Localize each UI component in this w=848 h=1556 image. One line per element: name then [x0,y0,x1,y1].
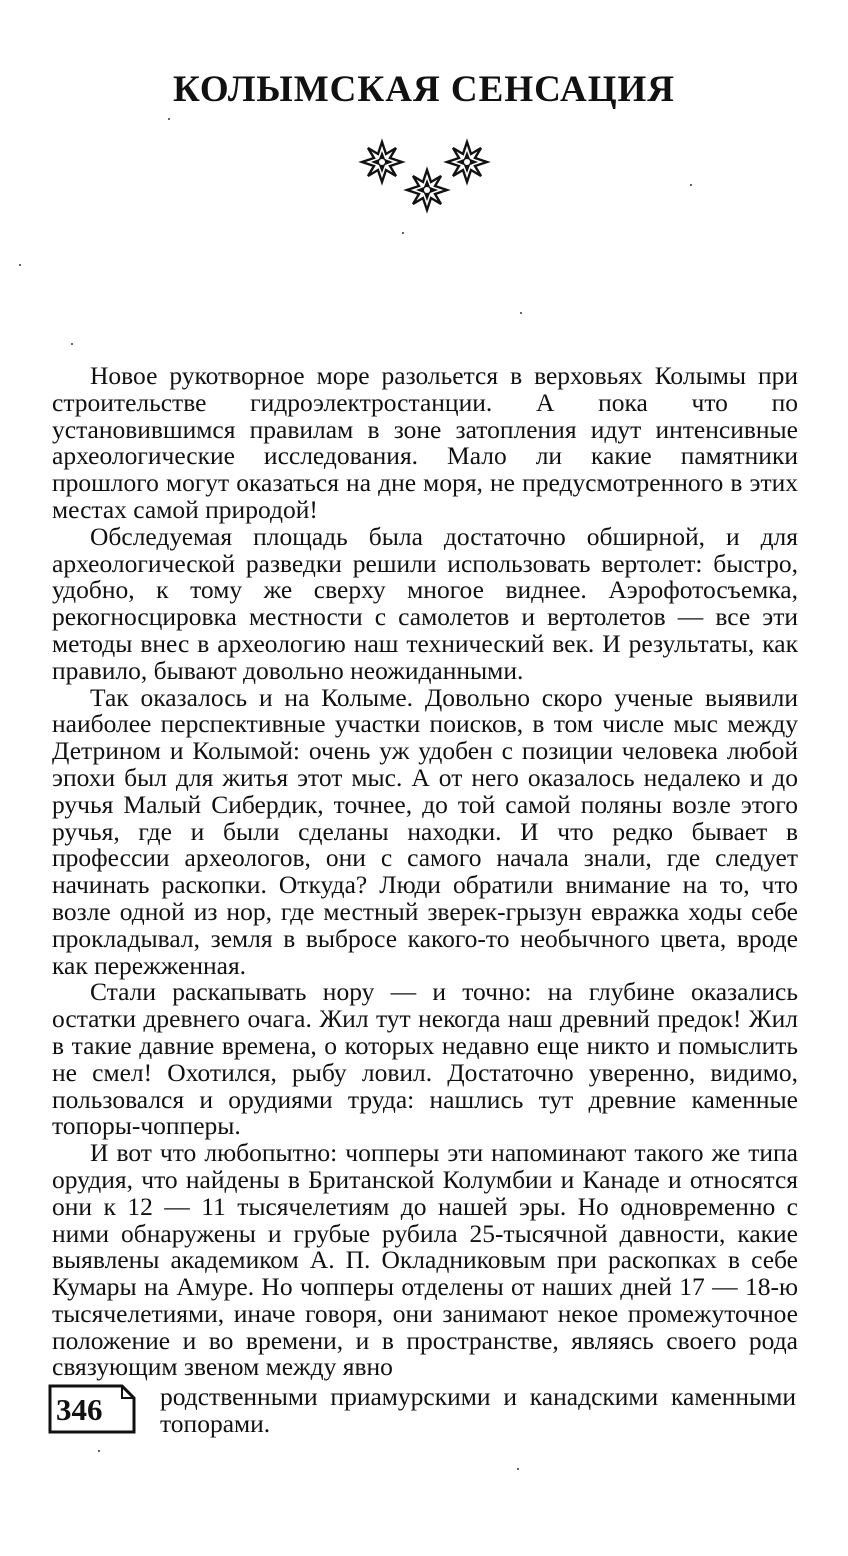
scan-speck [520,312,522,314]
scan-speck [19,264,21,266]
paragraph: Обследуемая площадь была достаточно обширной, и для археологической разведки решили использовать вертолет: быстро, удобно, к тому же сверху многое виднее. Аэрофотосъемка, рекогносцировка местности с самолетов и вертолетов — все эти методы внес в археологию наш технический век. И результаты, как правило, бывают довольно неожиданными. [52,521,798,685]
scan-speck [71,343,73,345]
closing-lines: родственными приамурскими и канадскими каменными топорами. [160,1382,796,1438]
scan-speck [402,232,404,234]
scan-speck [690,184,692,186]
page-number: 346 [56,1392,103,1427]
three-stars-ornament-icon [352,138,502,218]
scan-speck [517,1468,519,1470]
scan-speck [98,1450,100,1452]
paragraph: И вот что любопытно: чопперы эти напоминают такого же типа орудия, что найдены в Британской Колумбии и Канаде и относятся они к 12 — 11 тысячелетиям до нашей эры. Но одновременно с ними обнаружены и грубые рубила 25-тысячной давности, какие выявлены академиком А. П. Окладниковым при раскопках в себе Кумары на Амуре. Но чопперы отделены от наших дней 17 — 18-ю тысячелетиями, иначе говоря, они занимают некое промежуточное положение и во времени, и в пространстве, являясь своего рода связующим звеном между явно [52,1138,798,1382]
paragraph: Новое рукотворное море разольется в верховьях Колымы при строительстве гидроэлектростанции. А пока что по установившимся правилам в зоне затопления идут интенсивные археологические исследования. Мало ли какие памятники прошлого могут оказаться на дне моря, не предусмотренного в этих местах самой природой! [52,361,798,524]
paragraph: Стали раскапывать нору — и точно: на глубине оказались остатки древнего очага. Жил тут некогда наш древний предок! Жил в такие давние времена, о которых недавно еще никто и помыслить не смел! Охотился, рыбу ловил. Достаточно уверенно, видимо, пользовался и орудиями труда: нашлись тут древние каменные топоры-чопперы. [52,977,798,1141]
paragraph: Так оказалось и на Колыме. Довольно скоро ученые выявили наиболее перспективные участки поисков, в том числе мыс между Детрином и Колымой: очень уж удобен с позиции человека любой эпохи был для житья этот мыс. А от него оказалось недалеко и до ручья Малый Сибердик, точнее, до той самой поляны возле этого ручья, где и были сделаны находки. И что редко бывает в профессии археологов, они с самого начала знали, где следует начинать раскопки. Откуда? Люди обратили внимание на то, что возле одной из нор, где местный зверек-грызун евражка ходы себе прокладывал, земля в выбросе какого-то необычного цвета, вроде как пережженная. [52,682,798,980]
article-body [52,363,798,1381]
scan-speck [168,118,170,120]
chapter-title: КОЛЫМСКАЯ СЕНСАЦИЯ [173,69,675,110]
